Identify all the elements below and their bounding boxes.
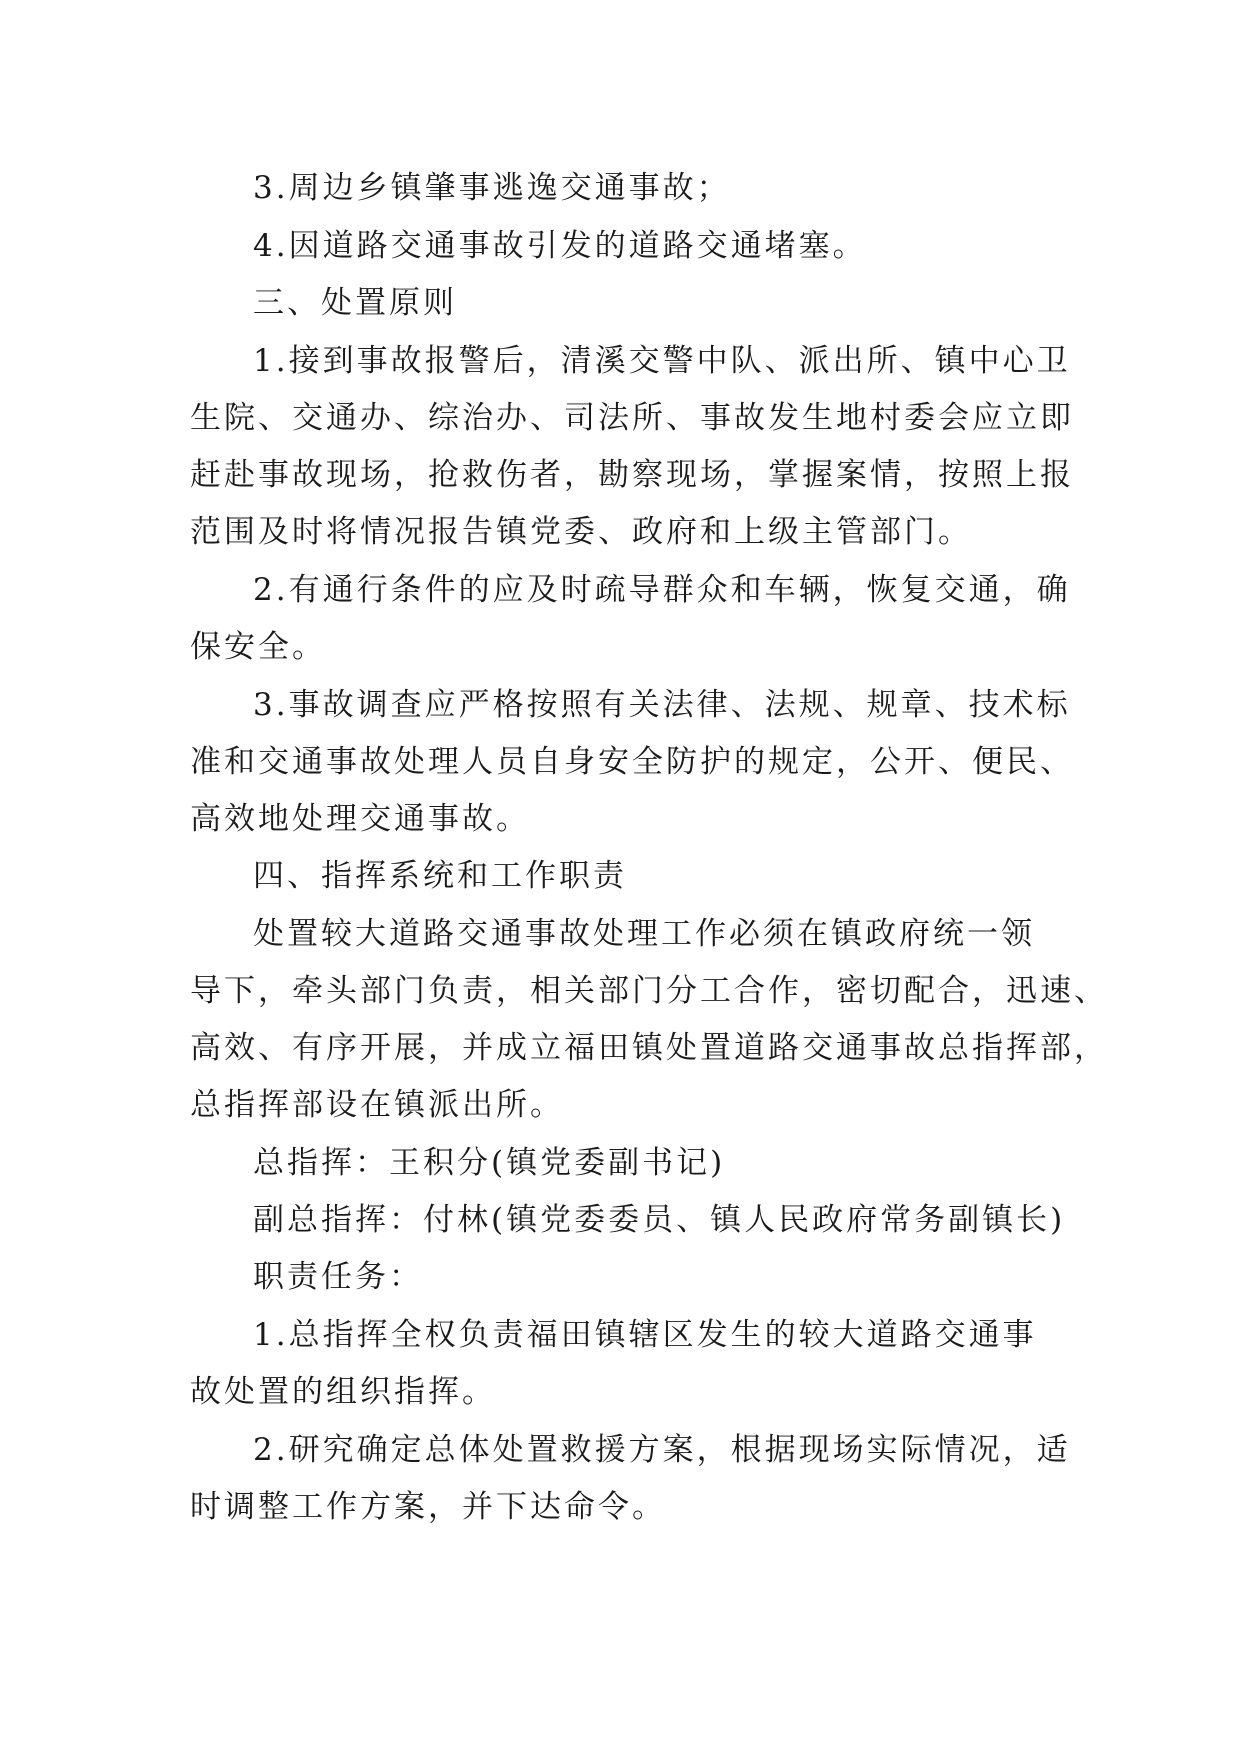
paragraph-line: 2.研究确定总体处置救援方案，根据现场实际情况，适 (253, 1432, 1071, 1468)
paragraph-line: 1.总指挥全权负责福田镇辖区发生的较大道路交通事 (253, 1317, 1037, 1353)
paragraph-line: 处置较大道路交通事故处理工作必须在镇政府统一领 (253, 916, 1035, 952)
paragraph-line: 保安全。 (190, 629, 326, 665)
section-heading: 四、指挥系统和工作职责 (253, 858, 627, 894)
paragraph-line: 赶赴事故现场，抢救伤者，勘察现场，掌握案情，按照上报 (190, 457, 1074, 493)
paragraph-line: 故处置的组织指挥。 (190, 1374, 496, 1410)
paragraph-line: 2.有通行条件的应及时疏导群众和车辆，恢复交通，确 (253, 572, 1071, 608)
paragraph-line: 生院、交通办、综治办、司法所、事故发生地村委会应立即 (190, 400, 1074, 436)
paragraph-line: 3.周边乡镇肇事逃逸交通事故； (253, 170, 731, 206)
paragraph-line: 职责任务： (253, 1259, 423, 1295)
paragraph-line: 4.因道路交通事故引发的道路交通堵塞。 (253, 228, 867, 264)
paragraph-line: 准和交通事故处理人员自身安全防护的规定，公开、便民、 (190, 744, 1074, 780)
paragraph-line: 总指挥部设在镇派出所。 (190, 1087, 564, 1123)
paragraph-line: 3.事故调查应严格按照有关法律、法规、规章、技术标 (253, 687, 1071, 723)
paragraph-line: 时调整工作方案，并下达命令。 (190, 1489, 666, 1525)
paragraph-line: 高效地处理交通事故。 (190, 801, 530, 837)
paragraph-line: 1.接到事故报警后，清溪交警中队、派出所、镇中心卫 (253, 343, 1071, 379)
paragraph-line: 范围及时将情况报告镇党委、政府和上级主管部门。 (190, 514, 972, 550)
paragraph-line: 副总指挥：付林(镇党委委员、镇人民政府常务副镇长) (253, 1202, 1066, 1238)
paragraph-line: 导下，牵头部门负责，相关部门分工合作，密切配合，迅速、 (190, 973, 1108, 1009)
section-heading: 三、处置原则 (253, 285, 457, 321)
paragraph-line: 总指挥：王积分(镇党委副书记) (253, 1145, 726, 1181)
paragraph-line: 高效、有序开展，并成立福田镇处置道路交通事故总指挥部， (190, 1030, 1108, 1066)
